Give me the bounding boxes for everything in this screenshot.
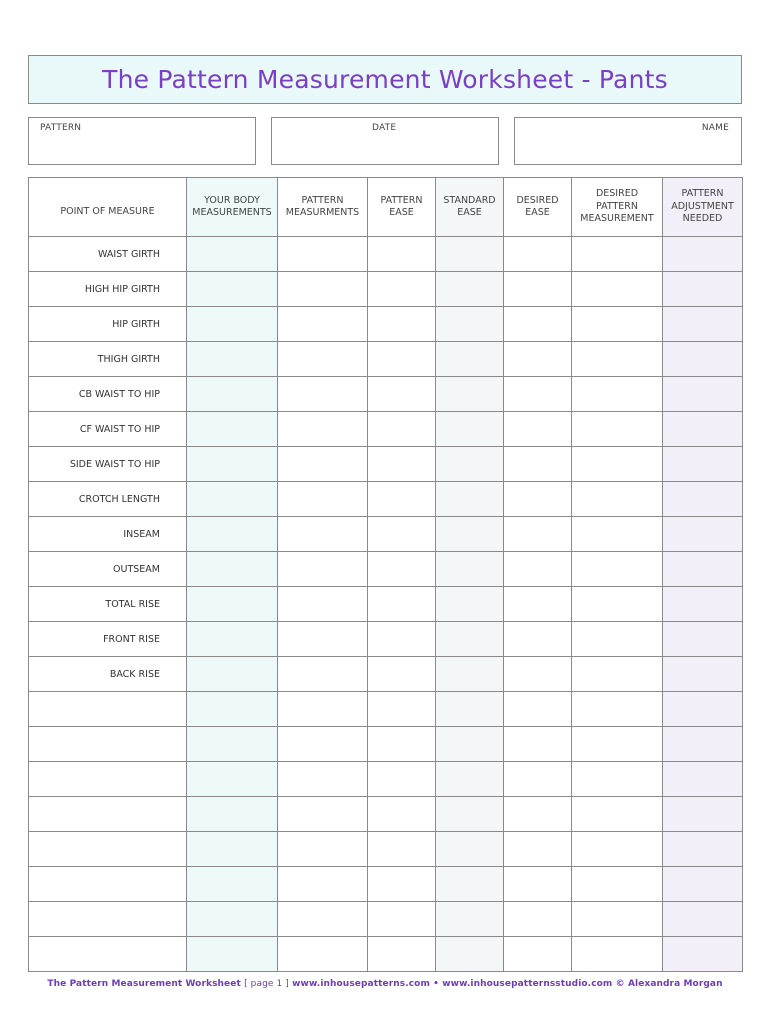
entry-cell[interactable] bbox=[436, 902, 504, 937]
entry-cell[interactable] bbox=[572, 552, 663, 587]
entry-cell[interactable] bbox=[436, 377, 504, 412]
col-pattern-adjustment: PATTERN ADJUSTMENT NEEDED bbox=[663, 178, 743, 237]
entry-cell[interactable] bbox=[572, 482, 663, 517]
col-body-measurements: YOUR BODY MEASUREMENTS bbox=[187, 178, 278, 237]
entry-cell[interactable] bbox=[663, 552, 743, 587]
entry-cell[interactable] bbox=[504, 342, 572, 377]
entry-cell[interactable] bbox=[663, 307, 743, 342]
pattern-field-label: PATTERN bbox=[40, 123, 82, 133]
entry-cell[interactable] bbox=[368, 377, 436, 412]
table-header-row bbox=[29, 178, 743, 237]
entry-cell[interactable] bbox=[368, 867, 436, 902]
col-desired-pattern-measurement: DESIRED PATTERN MEASUREMENT bbox=[572, 178, 663, 237]
entry-cell[interactable] bbox=[436, 482, 504, 517]
entry-cell[interactable] bbox=[436, 447, 504, 482]
entry-cell[interactable] bbox=[504, 727, 572, 762]
entry-cell[interactable] bbox=[368, 657, 436, 692]
entry-cell[interactable] bbox=[278, 762, 368, 797]
row-label bbox=[29, 937, 187, 972]
row-label bbox=[29, 797, 187, 832]
table-row bbox=[29, 867, 743, 902]
entry-cell[interactable] bbox=[368, 517, 436, 552]
table-row bbox=[29, 902, 743, 937]
entry-cell[interactable] bbox=[187, 587, 278, 622]
col-point-of-measure: POINT OF MEASURE bbox=[29, 178, 187, 237]
table-row bbox=[29, 377, 743, 412]
table-row bbox=[29, 657, 743, 692]
entry-cell[interactable] bbox=[436, 622, 504, 657]
entry-cell[interactable] bbox=[663, 482, 743, 517]
entry-cell[interactable] bbox=[368, 727, 436, 762]
entry-cell[interactable] bbox=[436, 517, 504, 552]
entry-cell[interactable] bbox=[368, 902, 436, 937]
measurement-table bbox=[28, 177, 743, 972]
entry-cell[interactable] bbox=[663, 657, 743, 692]
entry-cell[interactable] bbox=[663, 377, 743, 412]
entry-cell[interactable] bbox=[278, 342, 368, 377]
entry-cell[interactable] bbox=[663, 762, 743, 797]
page-title: The Pattern Measurement Worksheet - Pants bbox=[102, 65, 668, 94]
entry-cell[interactable] bbox=[436, 412, 504, 447]
entry-cell[interactable] bbox=[663, 342, 743, 377]
entry-cell[interactable] bbox=[572, 797, 663, 832]
entry-cell[interactable] bbox=[187, 797, 278, 832]
row-label: SIDE WAIST TO HIP bbox=[29, 447, 187, 482]
entry-cell[interactable] bbox=[368, 797, 436, 832]
entry-cell[interactable] bbox=[278, 482, 368, 517]
row-label bbox=[29, 867, 187, 902]
entry-cell[interactable] bbox=[504, 692, 572, 727]
entry-cell[interactable] bbox=[572, 447, 663, 482]
entry-cell[interactable] bbox=[278, 272, 368, 307]
entry-cell[interactable] bbox=[187, 867, 278, 902]
entry-cell[interactable] bbox=[278, 937, 368, 972]
table-row bbox=[29, 727, 743, 762]
entry-cell[interactable] bbox=[436, 342, 504, 377]
table-row bbox=[29, 482, 743, 517]
col-pattern-measurements: PATTERN MEASURMENTS bbox=[278, 178, 368, 237]
entry-cell[interactable] bbox=[504, 307, 572, 342]
date-field[interactable] bbox=[271, 117, 499, 165]
entry-cell[interactable] bbox=[436, 797, 504, 832]
table-row bbox=[29, 832, 743, 867]
entry-cell[interactable] bbox=[368, 412, 436, 447]
entry-cell[interactable] bbox=[368, 587, 436, 622]
entry-cell[interactable] bbox=[368, 552, 436, 587]
entry-cell[interactable] bbox=[278, 727, 368, 762]
entry-cell[interactable] bbox=[278, 797, 368, 832]
entry-cell[interactable] bbox=[187, 902, 278, 937]
entry-cell[interactable] bbox=[504, 832, 572, 867]
row-label bbox=[29, 727, 187, 762]
entry-cell[interactable] bbox=[504, 412, 572, 447]
row-label: CROTCH LENGTH bbox=[29, 482, 187, 517]
entry-cell[interactable] bbox=[663, 867, 743, 902]
entry-cell[interactable] bbox=[572, 657, 663, 692]
entry-cell[interactable] bbox=[187, 307, 278, 342]
entry-cell[interactable] bbox=[663, 237, 743, 272]
footer-page: [ page 1 ] bbox=[244, 979, 289, 989]
entry-cell[interactable] bbox=[368, 622, 436, 657]
entry-cell[interactable] bbox=[504, 587, 572, 622]
entry-cell[interactable] bbox=[572, 237, 663, 272]
date-field-label: DATE bbox=[372, 123, 397, 133]
table-row bbox=[29, 797, 743, 832]
entry-cell[interactable] bbox=[572, 832, 663, 867]
entry-cell[interactable] bbox=[187, 657, 278, 692]
entry-cell[interactable] bbox=[436, 587, 504, 622]
entry-cell[interactable] bbox=[504, 797, 572, 832]
entry-cell[interactable] bbox=[368, 692, 436, 727]
entry-cell[interactable] bbox=[187, 237, 278, 272]
entry-cell[interactable] bbox=[663, 902, 743, 937]
col-desired-ease: DESIRED EASE bbox=[504, 178, 572, 237]
entry-cell[interactable] bbox=[187, 447, 278, 482]
entry-cell[interactable] bbox=[278, 552, 368, 587]
entry-cell[interactable] bbox=[187, 727, 278, 762]
entry-cell[interactable] bbox=[187, 832, 278, 867]
entry-cell[interactable] bbox=[663, 797, 743, 832]
row-label: BACK RISE bbox=[29, 657, 187, 692]
entry-cell[interactable] bbox=[663, 727, 743, 762]
col-pattern-ease: PATTERN EASE bbox=[368, 178, 436, 237]
entry-cell[interactable] bbox=[436, 692, 504, 727]
pattern-field[interactable] bbox=[28, 117, 256, 165]
entry-cell[interactable] bbox=[436, 657, 504, 692]
row-label: CB WAIST TO HIP bbox=[29, 377, 187, 412]
entry-cell[interactable] bbox=[504, 657, 572, 692]
entry-cell[interactable] bbox=[436, 867, 504, 902]
entry-cell[interactable] bbox=[504, 902, 572, 937]
table-row bbox=[29, 412, 743, 447]
entry-cell[interactable] bbox=[572, 937, 663, 972]
entry-cell[interactable] bbox=[278, 587, 368, 622]
entry-cell[interactable] bbox=[368, 482, 436, 517]
entry-cell[interactable] bbox=[278, 412, 368, 447]
entry-cell[interactable] bbox=[278, 622, 368, 657]
entry-cell[interactable] bbox=[663, 272, 743, 307]
row-label bbox=[29, 832, 187, 867]
entry-cell[interactable] bbox=[187, 482, 278, 517]
entry-cell[interactable] bbox=[368, 447, 436, 482]
table-row bbox=[29, 237, 743, 272]
entry-cell[interactable] bbox=[663, 587, 743, 622]
entry-cell[interactable] bbox=[187, 342, 278, 377]
table-row bbox=[29, 342, 743, 377]
entry-cell[interactable] bbox=[572, 517, 663, 552]
row-label bbox=[29, 762, 187, 797]
name-field-label: NAME bbox=[701, 123, 729, 133]
entry-cell[interactable] bbox=[187, 622, 278, 657]
entry-cell[interactable] bbox=[187, 517, 278, 552]
entry-cell[interactable] bbox=[187, 937, 278, 972]
entry-cell[interactable] bbox=[187, 692, 278, 727]
entry-cell[interactable] bbox=[278, 447, 368, 482]
row-label: WAIST GIRTH bbox=[29, 237, 187, 272]
table-row bbox=[29, 517, 743, 552]
row-label: TOTAL RISE bbox=[29, 587, 187, 622]
table-row bbox=[29, 622, 743, 657]
entry-cell[interactable] bbox=[278, 832, 368, 867]
entry-cell[interactable] bbox=[504, 867, 572, 902]
entry-cell[interactable] bbox=[504, 517, 572, 552]
entry-cell[interactable] bbox=[368, 937, 436, 972]
entry-cell[interactable] bbox=[278, 657, 368, 692]
entry-cell[interactable] bbox=[436, 552, 504, 587]
row-label: INSEAM bbox=[29, 517, 187, 552]
entry-cell[interactable] bbox=[504, 447, 572, 482]
row-label: HIGH HIP GIRTH bbox=[29, 272, 187, 307]
entry-cell[interactable] bbox=[663, 692, 743, 727]
row-label: FRONT RISE bbox=[29, 622, 187, 657]
entry-cell[interactable] bbox=[436, 272, 504, 307]
table-row bbox=[29, 937, 743, 972]
entry-cell[interactable] bbox=[504, 482, 572, 517]
footer-title: The Pattern Measurement Worksheet bbox=[47, 979, 241, 989]
entry-cell[interactable] bbox=[572, 902, 663, 937]
entry-cell[interactable] bbox=[663, 937, 743, 972]
entry-cell[interactable] bbox=[436, 307, 504, 342]
row-label: THIGH GIRTH bbox=[29, 342, 187, 377]
col-standard-ease: STANDARD EASE bbox=[436, 178, 504, 237]
entry-cell[interactable] bbox=[663, 622, 743, 657]
entry-cell[interactable] bbox=[436, 937, 504, 972]
entry-cell[interactable] bbox=[572, 867, 663, 902]
entry-cell[interactable] bbox=[572, 377, 663, 412]
entry-cell[interactable] bbox=[572, 692, 663, 727]
entry-cell[interactable] bbox=[572, 587, 663, 622]
entry-cell[interactable] bbox=[278, 307, 368, 342]
entry-cell[interactable] bbox=[368, 237, 436, 272]
entry-cell[interactable] bbox=[663, 832, 743, 867]
entry-cell[interactable] bbox=[278, 377, 368, 412]
table-row bbox=[29, 692, 743, 727]
entry-cell[interactable] bbox=[504, 552, 572, 587]
row-label: OUTSEAM bbox=[29, 552, 187, 587]
entry-cell[interactable] bbox=[368, 272, 436, 307]
table-row bbox=[29, 307, 743, 342]
row-label: CF WAIST TO HIP bbox=[29, 412, 187, 447]
entry-cell[interactable] bbox=[663, 447, 743, 482]
table-row bbox=[29, 762, 743, 797]
row-label: HIP GIRTH bbox=[29, 307, 187, 342]
row-label bbox=[29, 692, 187, 727]
entry-cell[interactable] bbox=[187, 762, 278, 797]
entry-cell[interactable] bbox=[504, 937, 572, 972]
entry-cell[interactable] bbox=[187, 377, 278, 412]
entry-cell[interactable] bbox=[663, 412, 743, 447]
entry-cell[interactable] bbox=[187, 552, 278, 587]
row-label bbox=[29, 902, 187, 937]
table-row bbox=[29, 272, 743, 307]
entry-cell[interactable] bbox=[436, 727, 504, 762]
entry-cell[interactable] bbox=[572, 272, 663, 307]
name-field[interactable] bbox=[514, 117, 742, 165]
entry-cell[interactable] bbox=[278, 867, 368, 902]
entry-cell[interactable] bbox=[436, 237, 504, 272]
entry-cell[interactable] bbox=[436, 762, 504, 797]
entry-cell[interactable] bbox=[368, 342, 436, 377]
entry-cell[interactable] bbox=[504, 237, 572, 272]
entry-cell[interactable] bbox=[278, 237, 368, 272]
entry-cell[interactable] bbox=[368, 762, 436, 797]
entry-cell[interactable] bbox=[572, 727, 663, 762]
entry-cell[interactable] bbox=[504, 762, 572, 797]
entry-cell[interactable] bbox=[504, 272, 572, 307]
entry-cell[interactable] bbox=[278, 902, 368, 937]
table-row bbox=[29, 587, 743, 622]
entry-cell[interactable] bbox=[572, 622, 663, 657]
entry-cell[interactable] bbox=[278, 692, 368, 727]
table-row bbox=[29, 447, 743, 482]
footer-credits: www.inhousepatterns.com • www.inhousepatternsstudio.com © Alexandra Morgan bbox=[292, 979, 723, 989]
entry-cell[interactable] bbox=[504, 622, 572, 657]
entry-cell[interactable] bbox=[368, 307, 436, 342]
entry-cell[interactable] bbox=[436, 832, 504, 867]
entry-cell[interactable] bbox=[187, 272, 278, 307]
entry-cell[interactable] bbox=[278, 517, 368, 552]
title-banner bbox=[28, 55, 742, 104]
entry-cell[interactable] bbox=[187, 412, 278, 447]
entry-cell[interactable] bbox=[572, 412, 663, 447]
entry-cell[interactable] bbox=[572, 342, 663, 377]
footer bbox=[0, 979, 770, 989]
table-row bbox=[29, 552, 743, 587]
entry-cell[interactable] bbox=[572, 762, 663, 797]
entry-cell[interactable] bbox=[504, 377, 572, 412]
entry-cell[interactable] bbox=[368, 832, 436, 867]
entry-cell[interactable] bbox=[572, 307, 663, 342]
entry-cell[interactable] bbox=[663, 517, 743, 552]
